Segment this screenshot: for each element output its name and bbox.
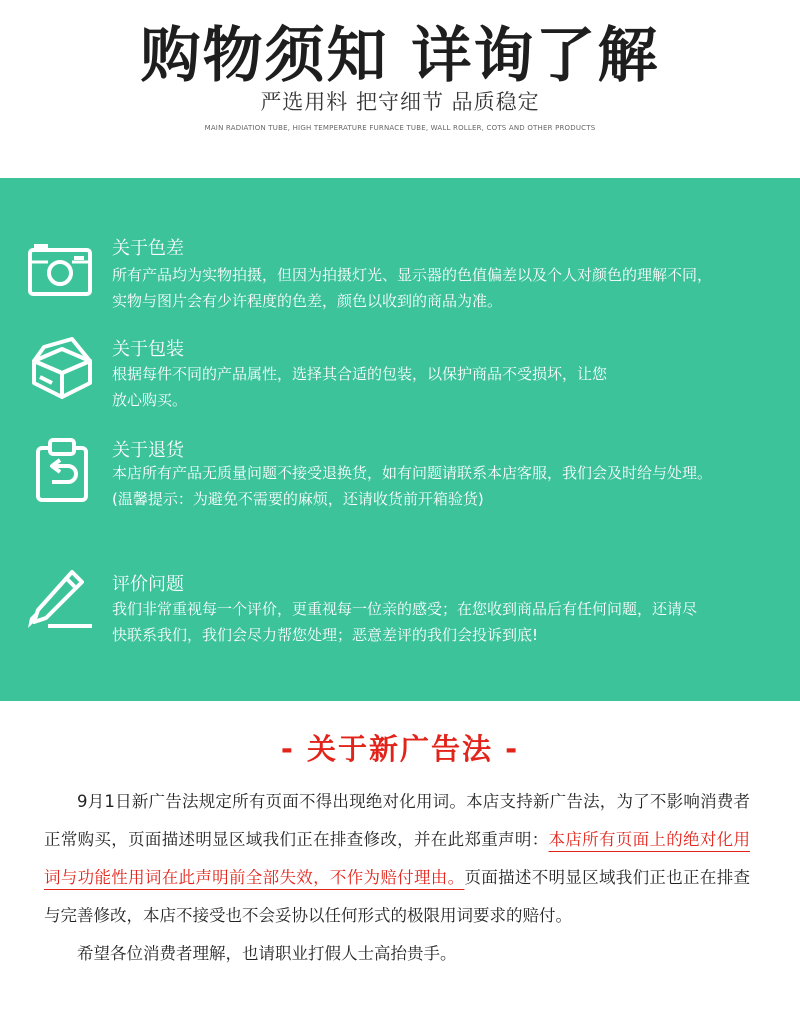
notice-body: 所有产品均为实物拍摄，但因为拍摄灯光、显示器的色值偏差以及个人对颜色的理解不同， 实物与图片会有少许程度的色差，颜色以收到的商品为准。 [112,266,713,310]
header [0,0,800,178]
notice-body: 我们非常重视每一个评价，更重视每一位亲的感受；在您收到商品后有任何问题，还请尽 快联系我们，我们会尽力帮您处理；恶意差评的我们会投诉到底! [112,600,698,644]
product-tagline: MAIN RADIATION TUBE, HIGH TEMPERATURE FURNACE TUBE, WALL ROLLER, COTS AND OTHER PRODUCTS [204,124,596,132]
notice-body: 本店所有产品无质量问题不接受退换货，如有问题请联系本店客服，我们会及时给与处理。 (温馨提示：为避免不需要的麻烦，还请收货前开箱验货) [112,464,713,508]
package-box-icon [28,337,94,403]
ad-law-section [0,701,800,1018]
notice-title: 评价问题 [112,574,184,595]
notice-title: 关于色差 [112,238,184,259]
pencil-icon [26,568,96,630]
notice-panel [0,178,800,701]
page-subtitle: 严选用料 把守细节 品质稳定 [260,90,540,114]
ad-law-text-before: 9月1日新广告法规定所有页面不得出现绝对化用词。本店支持新广告法，为了不影响消费者正常购买，页面描述明显区域我们正在排查修改，并在此郑重声明： [44,792,750,849]
ad-law-paragraph: 希望各位消费者理解，也请职业打假人士高抬贵手。 [77,944,457,963]
ad-law-highlight: 本店所有页面上的绝对化用词与功能性用词在此声明前全部失效，不作为赔付理由。 [44,830,751,887]
ad-law-title: - 关于新广告法 - [280,732,520,766]
notice-title: 关于包装 [112,339,184,360]
return-clipboard-icon [34,438,90,504]
notice-title: 关于退货 [112,440,184,461]
ad-law-text [44,783,750,973]
page-title: 购物须知 详询了解 [140,21,660,91]
camera-icon [26,242,94,298]
ad-law-paragraph [44,783,750,935]
notice-body: 根据每件不同的产品属性，选择其合适的包装，以保护商品不受损坏，让您 放心购买。 [112,365,608,409]
ad-law-text-after: 页面描述不明显区域我们正也正在排查与完善修改，本店不接受也不会妥协以任何形式的极限用词要求的赔付。 [44,868,751,925]
